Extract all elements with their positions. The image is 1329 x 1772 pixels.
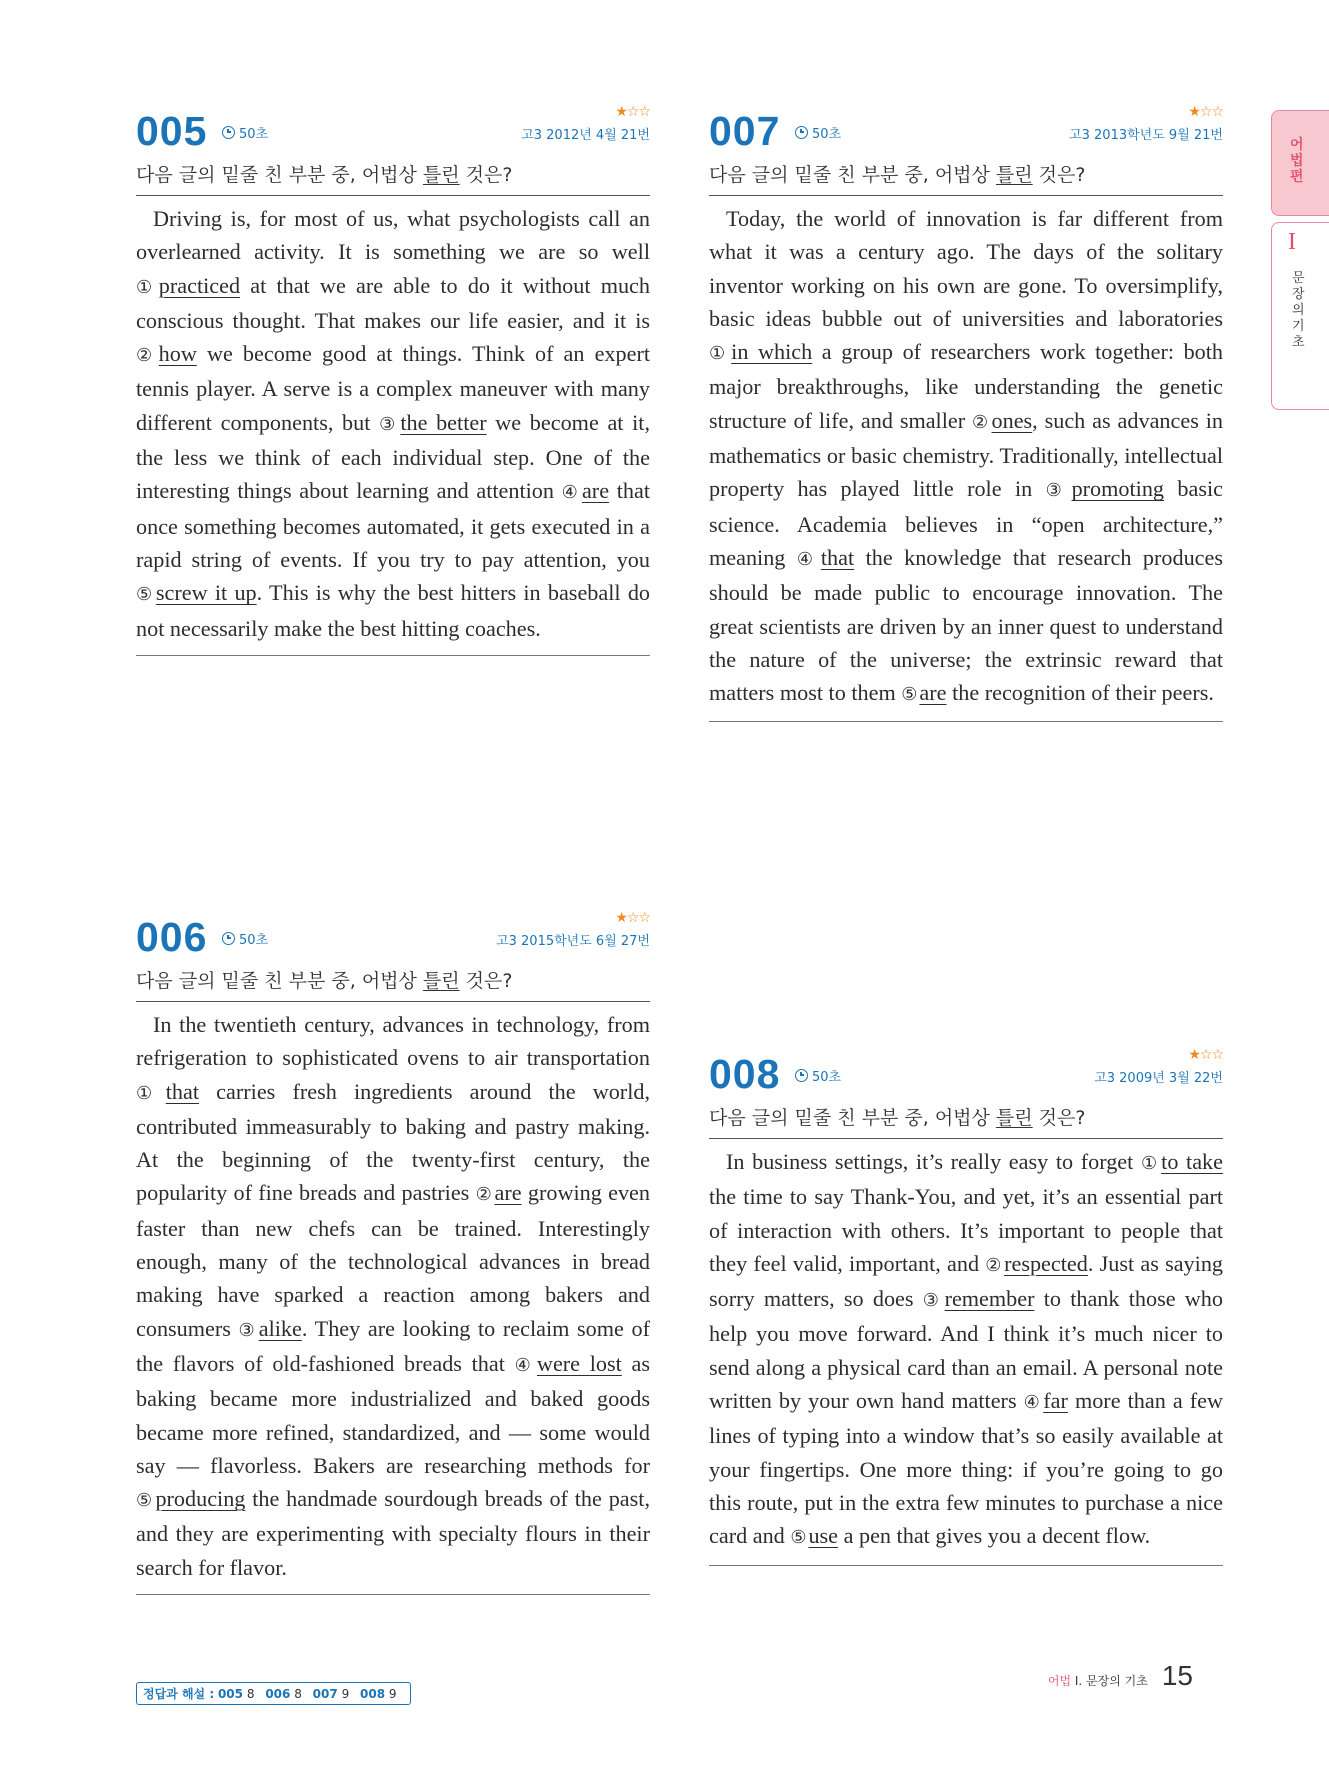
- answer-key-num: 008: [360, 1687, 386, 1701]
- question-number: 008: [709, 1051, 781, 1097]
- question-number: 006: [136, 914, 208, 960]
- passage-text: the recognition of their peers.: [946, 680, 1214, 706]
- passage-text: a pen that gives you a decent flow.: [838, 1523, 1151, 1549]
- choice-marker-1: ①: [136, 276, 157, 298]
- passage-text: we become good at things. Think of an expert tennis player. A serve is a complex maneuver with many different components, but: [136, 341, 651, 435]
- time-limit-text: 50초: [239, 933, 269, 948]
- underlined-choice-3[interactable]: the better: [400, 409, 487, 435]
- passage-text: In business settings, it’s really easy to forget: [726, 1149, 1141, 1174]
- passage: [136, 1002, 650, 1595]
- side-tab-chapter[interactable]: [1271, 222, 1329, 410]
- passage-text: growing even faster than new chefs can be trained. Interestingly enough, many of the technological advances in bread making have sparked a reaction among bakers and consumers: [136, 1180, 650, 1341]
- prompt-underlined: 틀린: [995, 164, 1033, 186]
- time-limit-text: 50초: [239, 127, 269, 142]
- question-number: 007: [709, 108, 781, 154]
- choice-marker-4: ④: [561, 482, 580, 504]
- page-footer: [1048, 1660, 1193, 1692]
- answer-key-label: 정답과 해설 :: [143, 1687, 215, 1701]
- passage-text: . They are looking to reclaim some of the flavors of old-fashioned breads that: [136, 1315, 650, 1376]
- answer-key-num: 007: [312, 1687, 338, 1701]
- underlined-choice-4[interactable]: far: [1043, 1388, 1068, 1414]
- underlined-choice-3[interactable]: promoting: [1071, 476, 1165, 502]
- underlined-choice-5[interactable]: producing: [155, 1486, 246, 1512]
- answer-key-value: 9: [388, 1687, 397, 1701]
- passage-text: a group of researchers work together: both major breakthroughs, like understanding the genetic structure of life, and smaller: [709, 339, 1224, 433]
- clock-icon: [795, 126, 808, 139]
- passage-text: , such as advances in mathematics or basic chemistry. Traditionally, intellectual property has played little role in: [709, 407, 1223, 502]
- passage-text: the knowledge that research produces should be made public to encourage innovation. The great scientists are driven by an inner quest to understand the nature of the universe; the extrinsic reward that matters most to them: [709, 544, 1223, 706]
- passage-text: . This is why the best hitters in baseball do not necessarily make the best hitting coaches.: [136, 580, 651, 641]
- choice-marker-2: ②: [972, 411, 990, 433]
- choice-marker-5: ⑤: [790, 1527, 807, 1549]
- passage-text: to thank those who help you move forward. And I think it’s much nicer to send along a physical card than an email. A personal note written by your own hand matters: [709, 1286, 1223, 1414]
- passage-text: Today, the world of innovation is far different from what it was a century ago. The days of the solitary inventor working on his own are gone. To oversimplify, basic ideas bubble out of universities and laboratories: [709, 206, 1223, 331]
- time-limit: [795, 1066, 841, 1085]
- answer-key-num: 006: [265, 1687, 291, 1701]
- passage-text: carries fresh ingredients around the world, contributed immeasurably to baking and pastry making. At the beginning of the twenty-first century, the popularity of fine breads and pastries: [136, 1078, 651, 1206]
- choice-marker-4: ④: [514, 1354, 535, 1376]
- choice-marker-2: ②: [136, 345, 157, 367]
- prompt-text: 다음 글의 밑줄 친 부분 중, 어법상: [709, 1107, 996, 1129]
- question-number: 005: [136, 108, 208, 154]
- choice-marker-3: ③: [379, 413, 399, 435]
- prompt-text: 다음 글의 밑줄 친 부분 중, 어법상: [136, 164, 423, 186]
- underlined-choice-1[interactable]: to take: [1161, 1149, 1223, 1174]
- passage-text: we become at it, the less we think of each individual step. One of the interesting things about learning and attention: [136, 409, 650, 504]
- question-source: 고3 2009년 3월 22번: [1094, 1071, 1223, 1086]
- question-008: [709, 1047, 1224, 1566]
- prompt-text: 다음 글의 밑줄 친 부분 중, 어법상: [136, 970, 423, 992]
- question-prompt: [709, 1093, 1223, 1139]
- passage-text: Driving is, for most of us, what psychologists call an overlearned activity. It is something we are so well: [136, 206, 650, 265]
- time-limit: [795, 123, 841, 142]
- choice-marker-5: ⑤: [901, 684, 918, 706]
- underlined-choice-5[interactable]: screw it up: [155, 580, 257, 606]
- prompt-text-end: 것은?: [459, 164, 513, 186]
- underlined-choice-5[interactable]: use: [808, 1523, 839, 1549]
- clock-icon: [222, 126, 235, 139]
- chapter-title: 문장의 기초: [1292, 271, 1305, 350]
- choice-marker-1: ①: [136, 1082, 164, 1104]
- choice-marker-3: ③: [1045, 480, 1070, 502]
- choice-marker-1: ①: [1140, 1153, 1160, 1174]
- footer-chapter: Ⅰ. 문장의 기초: [1074, 1674, 1148, 1688]
- question-prompt: [136, 956, 650, 1002]
- difficulty-stars: ★☆☆: [615, 104, 650, 120]
- difficulty-stars: ★☆☆: [615, 910, 650, 926]
- underlined-choice-5[interactable]: are: [919, 680, 947, 706]
- underlined-choice-1[interactable]: practiced: [158, 272, 241, 298]
- passage: [709, 1139, 1223, 1566]
- prompt-underlined: 틀린: [995, 1107, 1033, 1129]
- time-limit-text: 50초: [812, 1070, 842, 1085]
- underlined-choice-4[interactable]: that: [820, 544, 855, 570]
- clock-icon: [222, 932, 235, 945]
- passage-text: at that we are able to do it without much conscious thought. That makes our life easier, and it is: [136, 272, 650, 333]
- prompt-text: 다음 글의 밑줄 친 부분 중, 어법상: [709, 164, 996, 186]
- question-prompt: [136, 150, 650, 196]
- question-header: [709, 104, 1223, 154]
- choice-marker-3: ③: [922, 1290, 943, 1312]
- choice-marker-5: ⑤: [136, 1490, 154, 1512]
- passage-text: the handmade sourdough breads of the past, and they are experimenting with specialty flours in their search for flavor.: [136, 1486, 651, 1580]
- underlined-choice-3[interactable]: alike: [258, 1315, 302, 1341]
- passage: [709, 196, 1223, 722]
- choice-marker-2: ②: [475, 1184, 493, 1206]
- page-number: 15: [1161, 1660, 1193, 1691]
- answer-key-value: 8: [294, 1687, 302, 1701]
- chapter-number: I: [1288, 229, 1296, 255]
- underlined-choice-2[interactable]: ones: [991, 407, 1033, 433]
- underlined-choice-2[interactable]: how: [158, 341, 197, 367]
- time-limit: [222, 123, 268, 142]
- question-005: [136, 104, 651, 656]
- passage-text: more than a few lines of typing into a window that’s so easily available at your fingertips. One more thing: if you’re going to go this route, put in the extra few minutes to purchase a nice card and: [709, 1388, 1223, 1549]
- passage: [136, 196, 650, 656]
- underlined-choice-3[interactable]: remember: [944, 1286, 1035, 1312]
- question-prompt: [709, 150, 1223, 196]
- answer-key-num: 005: [217, 1687, 244, 1701]
- difficulty-stars: ★☆☆: [1188, 104, 1223, 120]
- underlined-choice-2[interactable]: are: [494, 1180, 522, 1206]
- question-source: 고3 2012년 4월 21번: [521, 128, 650, 143]
- prompt-text-end: 것은?: [1032, 1107, 1086, 1129]
- choice-marker-4: ④: [1023, 1392, 1042, 1414]
- choice-marker-3: ③: [238, 1319, 257, 1341]
- passage-text: that once something becomes automated, it gets executed in a rapid string of events. If you try to pay attention, you: [136, 478, 651, 572]
- answer-key-value: 9: [341, 1687, 350, 1701]
- question-header: [136, 104, 650, 154]
- answer-key-value: 8: [246, 1687, 255, 1701]
- question-007: [709, 104, 1224, 722]
- question-source: 고3 2013학년도 9월 21번: [1069, 128, 1223, 143]
- prompt-underlined: 틀린: [422, 970, 460, 992]
- passage-text: the time to say Thank-You, and yet, it’s an essential part of interaction with others. It’s important to people that they feel valid, important, and: [709, 1184, 1223, 1276]
- prompt-text-end: 것은?: [459, 970, 513, 992]
- prompt-underlined: 틀린: [422, 164, 460, 186]
- underlined-choice-4[interactable]: were lost: [536, 1350, 622, 1376]
- prompt-text-end: 것은?: [1032, 164, 1086, 186]
- answer-key: [136, 1682, 411, 1705]
- passage-text: as baking became more industrialized and baked goods became more refined, standardized, and — some would say — flavorless. Bakers are researching methods for: [136, 1350, 650, 1478]
- side-tab-grammar[interactable]: [1271, 110, 1329, 216]
- side-tab-label: 어법편: [1290, 137, 1304, 185]
- question-header: [136, 910, 650, 960]
- underlined-choice-1[interactable]: that: [165, 1078, 200, 1104]
- underlined-choice-1[interactable]: in which: [731, 339, 813, 365]
- choice-marker-4: ④: [796, 548, 819, 570]
- clock-icon: [795, 1069, 808, 1082]
- choice-marker-1: ①: [709, 343, 730, 365]
- underlined-choice-4[interactable]: are: [581, 478, 610, 504]
- underlined-choice-2[interactable]: respected: [1004, 1250, 1088, 1276]
- time-limit-text: 50초: [812, 127, 842, 142]
- passage-text: basic science. Academia believes in “open architecture,” meaning: [709, 476, 1224, 570]
- question-source: 고3 2015학년도 6월 27번: [496, 934, 650, 949]
- time-limit: [222, 929, 268, 948]
- passage-text: . Just as saying sorry matters, so does: [709, 1250, 1224, 1312]
- footer-subject: 어법: [1047, 1674, 1072, 1688]
- question-header: [709, 1047, 1223, 1097]
- choice-marker-2: ②: [985, 1254, 1003, 1276]
- difficulty-stars: ★☆☆: [1188, 1047, 1223, 1063]
- footer-section: [1048, 1672, 1148, 1689]
- question-006: [136, 910, 651, 1595]
- passage-text: In the twentieth century, advances in technology, from refrigeration to sophisticated ovens to air transportation: [136, 1012, 650, 1071]
- choice-marker-5: ⑤: [136, 584, 154, 606]
